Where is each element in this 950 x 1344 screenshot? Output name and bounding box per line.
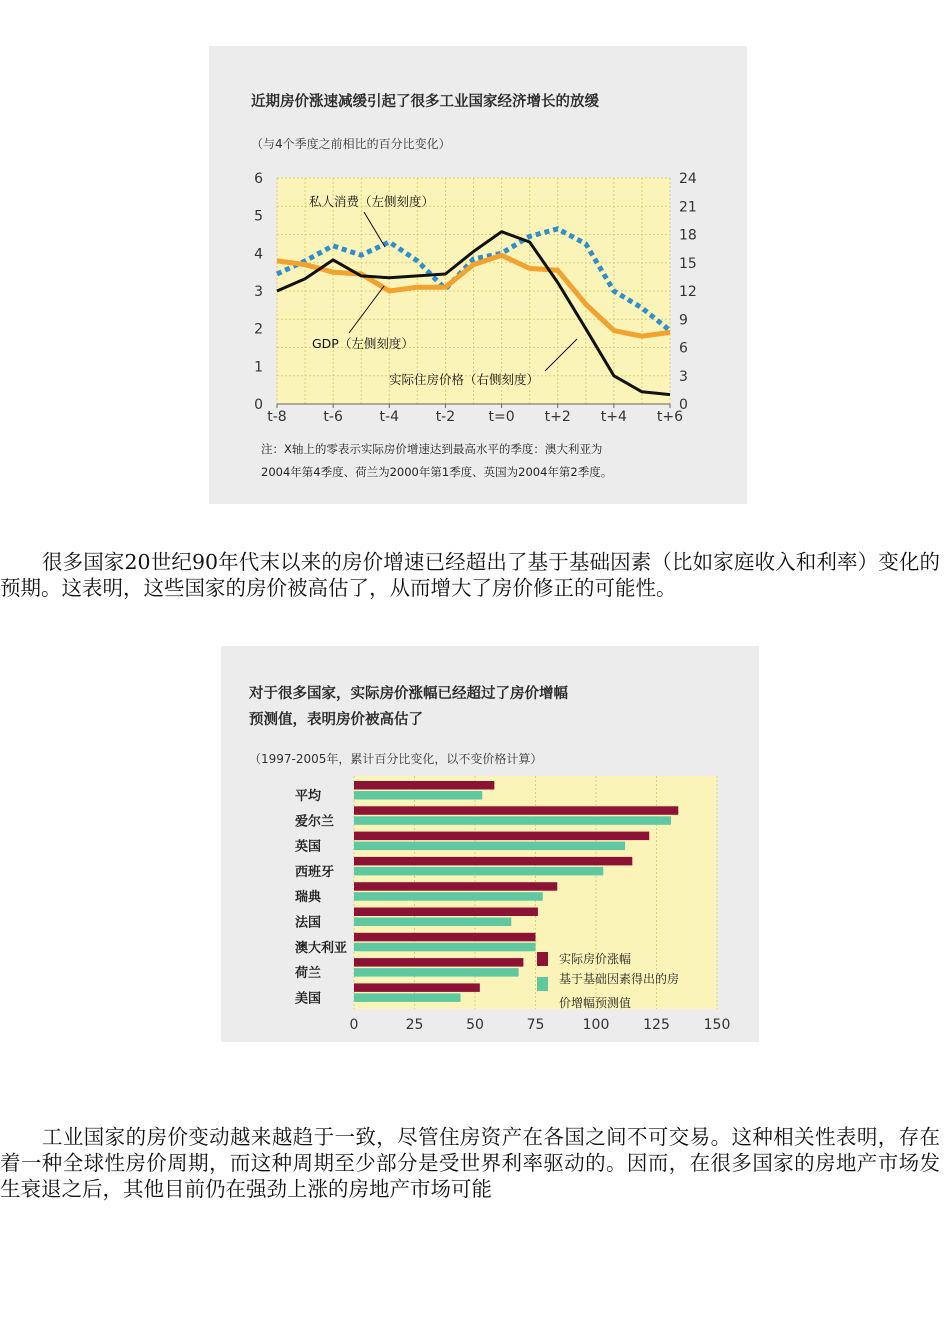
bar-predicted <box>354 791 482 800</box>
chart2-title-line1: 对于很多国家，实际房价涨幅已经超过了房价增幅 <box>249 686 568 702</box>
bar-predicted <box>354 968 519 977</box>
legend-label-actual: 实际房价涨幅 <box>559 952 632 966</box>
bar-predicted <box>354 867 603 876</box>
y-left-tick-label: 4 <box>254 246 263 263</box>
bar-actual <box>354 933 536 942</box>
y-right-tick-label: 12 <box>679 284 697 300</box>
bar-actual <box>354 806 678 815</box>
y-left-tick-label: 0 <box>254 397 263 413</box>
y-left-tick-label: 1 <box>254 359 263 376</box>
body-paragraph-2: 工业国家的房价变动越来越趋于一致，尽管住房资产在各国之间不可交易。这种相关性表明，存在着一种全球性房价周期，而这种周期至少部分是受世界利率驱动的。因而，在很多国家的房地产市场发生衰退之后，其他目前仍在强劲上涨的房地产市场可能 <box>0 1125 940 1201</box>
y-right-tick-label: 9 <box>679 312 688 329</box>
bar-predicted <box>354 918 511 927</box>
y-right-tick-label: 18 <box>679 227 697 244</box>
bar-actual <box>354 983 480 992</box>
y-left-tick-label: 2 <box>254 321 263 338</box>
category-label: 爱尔兰 <box>295 814 335 830</box>
legend-label-predicted-line1: 基于基础因素得出的房 <box>559 972 680 986</box>
category-label: 英国 <box>295 839 322 855</box>
category-label: 平均 <box>295 789 322 804</box>
bar-actual <box>354 882 557 891</box>
category-label: 美国 <box>295 991 322 1007</box>
x-tick-label: t-8 <box>267 409 287 425</box>
y-right-tick-label: 0 <box>679 397 688 413</box>
y-right-tick-label: 3 <box>679 368 688 385</box>
bar-chart-panel <box>221 646 759 1042</box>
legend-swatch-predicted <box>537 977 548 991</box>
y-left-tick-label: 6 <box>254 171 263 187</box>
category-label: 荷兰 <box>295 966 322 982</box>
x-tick-label: t-4 <box>379 409 400 425</box>
bar-actual <box>354 832 649 841</box>
x-tick-label: 150 <box>703 1017 731 1033</box>
chart1-title: 近期房价涨速减缓引起了很多工业国家经济增长的放缓 <box>251 94 599 110</box>
x-tick-label: t-2 <box>435 409 456 425</box>
x-tick-label: 50 <box>466 1017 484 1033</box>
bar-actual <box>354 857 632 866</box>
bar-chart <box>221 646 759 1042</box>
x-tick-label: 75 <box>526 1017 545 1033</box>
y-left-tick-label: 3 <box>254 284 263 300</box>
line-chart <box>209 46 747 426</box>
line-chart-panel <box>209 46 747 504</box>
bar-actual <box>354 908 538 917</box>
y-right-tick-label: 6 <box>679 340 688 357</box>
chart1-note-line2: 2004年第4季度、荷兰为2000年第1季度、英国为2004年第2季度。 <box>261 465 613 479</box>
x-tick-label: 125 <box>643 1017 670 1033</box>
legend-swatch-actual <box>537 952 548 966</box>
x-tick-label: t+6 <box>656 409 684 425</box>
x-tick-label: 25 <box>405 1017 424 1033</box>
category-label: 澳大利亚 <box>295 940 348 956</box>
category-label: 西班牙 <box>295 864 335 880</box>
label-gdp: GDP（左侧刻度） <box>312 336 414 351</box>
y-right-tick-label: 24 <box>679 171 697 187</box>
bar-predicted <box>354 842 625 851</box>
category-label: 法国 <box>295 915 322 931</box>
chart2-title-line2: 预测值，表明房价被高估了 <box>249 712 423 728</box>
label-consumption: 私人消费（左侧刻度） <box>309 194 435 209</box>
chart1-subtitle: （与4个季度之前相比的百分比变化） <box>251 137 451 151</box>
x-tick-label: t=0 <box>488 409 515 425</box>
bar-predicted <box>354 943 536 952</box>
x-tick-label: t+4 <box>600 409 627 425</box>
body-paragraph-1: 很多国家20世纪90年代末以来的房价增速已经超出了基于基础因素（比如家庭收入和利率）变化的预期。这表明，这些国家的房价被高估了，从而增大了房价修正的可能性。 <box>0 550 940 600</box>
y-right-tick-label: 15 <box>679 255 697 272</box>
y-right-tick-label: 21 <box>679 199 697 216</box>
x-tick-label: t+2 <box>544 409 571 425</box>
y-left-tick-label: 5 <box>254 208 263 225</box>
x-tick-label: t-6 <box>323 409 343 425</box>
x-tick-label: 100 <box>582 1017 610 1033</box>
label-house-price: 实际住房价格（右侧刻度） <box>389 372 540 387</box>
legend-label-predicted-line2: 价增幅预测值 <box>559 996 632 1010</box>
category-label: 瑞典 <box>295 890 322 906</box>
bar-actual <box>354 781 494 790</box>
chart1-note-line1: 注：X轴上的零表示实际房价增速达到最高水平的季度：澳大利亚为 <box>261 442 603 456</box>
bar-predicted <box>354 892 543 901</box>
chart2-subtitle: （1997-2005年，累计百分比变化，以不变价格计算） <box>249 752 543 766</box>
bar-predicted <box>354 993 460 1002</box>
x-tick-label: 0 <box>349 1017 359 1033</box>
bar-actual <box>354 958 523 967</box>
bar-predicted <box>354 816 671 825</box>
